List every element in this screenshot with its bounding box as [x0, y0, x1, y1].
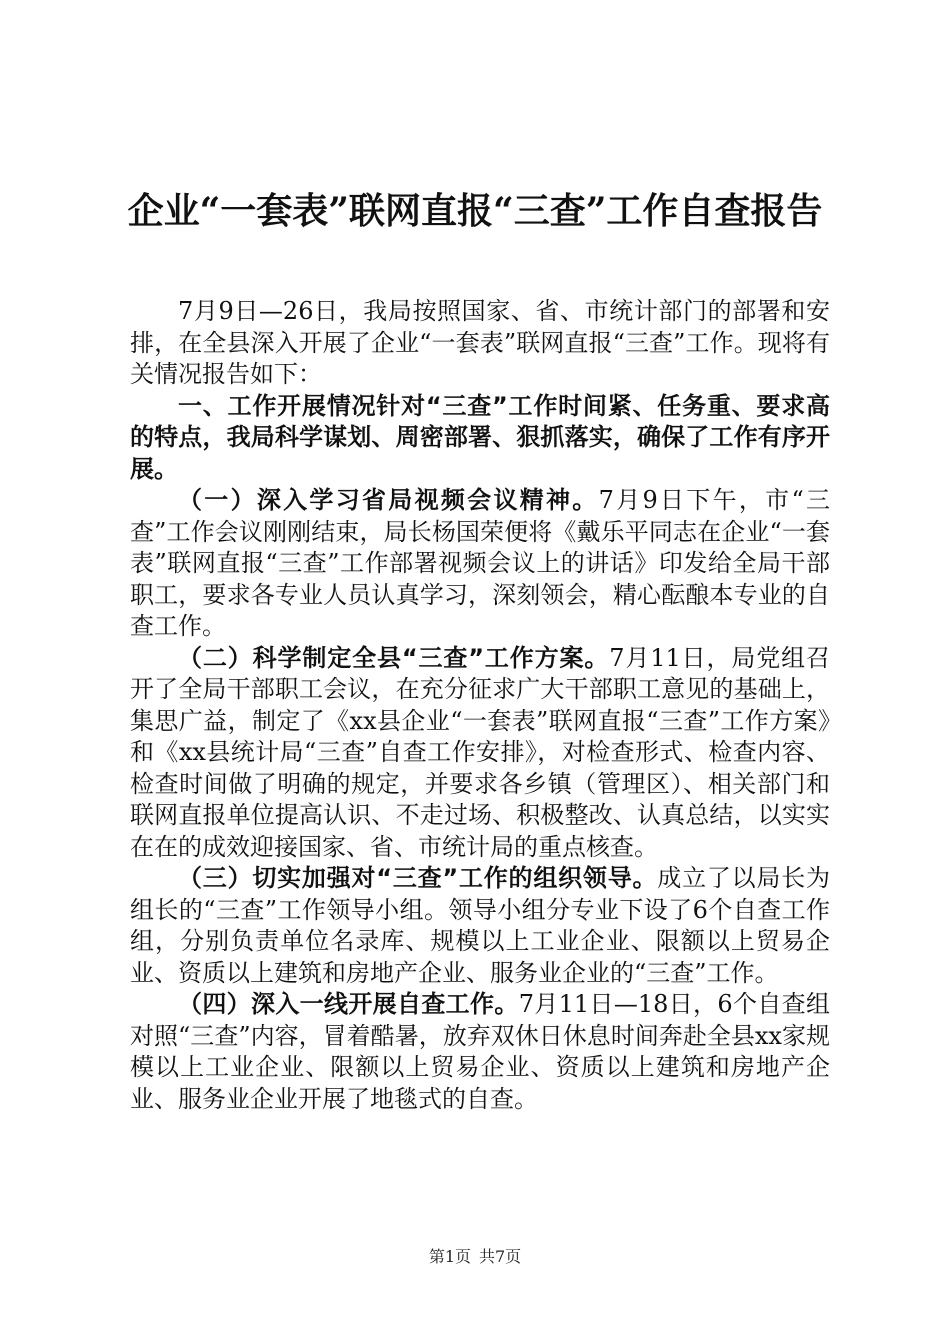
document-title: 企业“一套表”联网直报“三查”工作自查报告: [127, 190, 823, 232]
paragraph-text: 7月9日—26日，我局按照国家、省、市统计部门的部署和安排，在全县深入开展了企业“一套表”联网直报“三查”工作。现将有关情况报告如下：: [130, 297, 830, 388]
subsection-lead: （二）科学制定全县“三查”工作方案。: [178, 643, 610, 672]
paragraph-text: 7月9日下午，市“三查”工作会议刚刚结束，局长杨国荣便将《戴乐平同志在企业“一套表”联网直报“三查”工作部署视频会议上的讲话》印发给全局干部职工，要求各专业人员认真学习，深刻领会，精心酝酿本专业的自查工作。: [130, 486, 831, 640]
paragraph-text: 7月11日—18日，6个自查组对照“三查”内容，冒着酷暑，放弃双休日休息时间奔赴全县xx家规模以上工业企业、限额以上贸易企业、资质以上建筑和房地产企业、服务业企业开展了地毯式的自查。: [130, 990, 831, 1113]
page-total: 共7页: [479, 1247, 522, 1266]
subsection-lead: （三）切实加强对“三查”工作的组织领导。: [178, 864, 658, 892]
subsection-paragraph-3: [130, 863, 830, 989]
section-heading-1: [130, 391, 830, 486]
subsection-paragraph-2: [130, 643, 830, 864]
page-number: 第1页: [428, 1247, 471, 1266]
subsection-lead: （一）深入学习省局视频会议精神。: [178, 486, 599, 514]
intro-paragraph: [130, 296, 830, 391]
subsection-paragraph-4: [130, 989, 830, 1115]
subsection-lead: （四）深入一线开展自查工作。: [178, 990, 519, 1018]
paragraph-text: 7月11日，局党组召开了全局干部职工会议，在充分征求广大干部职工意见的基础上，集思广益，制定了《xx县企业“一套表”联网直报“三查”工作方案》和《xx县统计局“三查”自查工作安排》，对检查形式、检查内容、检查时间做了明确的规定，并要求各乡镇（管理区）、相关部门和联网直报单位提高认识、不走过场、积极整改、认真总结，以实实在在的成效迎接国家、省、市统计局的重点核查。: [130, 643, 831, 861]
document-body: [130, 296, 830, 1115]
paragraph-text: 成立了以局长为组长的“三查”工作领导小组。领导小组分专业下设了6个自查工作组，分别负责单位名录库、规模以上工业企业、限额以上贸易企业、资质以上建筑和房地产企业、服务业企业的“三查”工作。: [130, 864, 831, 987]
section-heading-text: 一、工作开展情况针对“三查”工作时间紧、任务重、要求高的特点，我局科学谋划、周密部署、狠抓落实，确保了工作有序开展。: [130, 391, 830, 483]
page-footer: [0, 1244, 950, 1267]
subsection-paragraph-1: [130, 485, 830, 643]
